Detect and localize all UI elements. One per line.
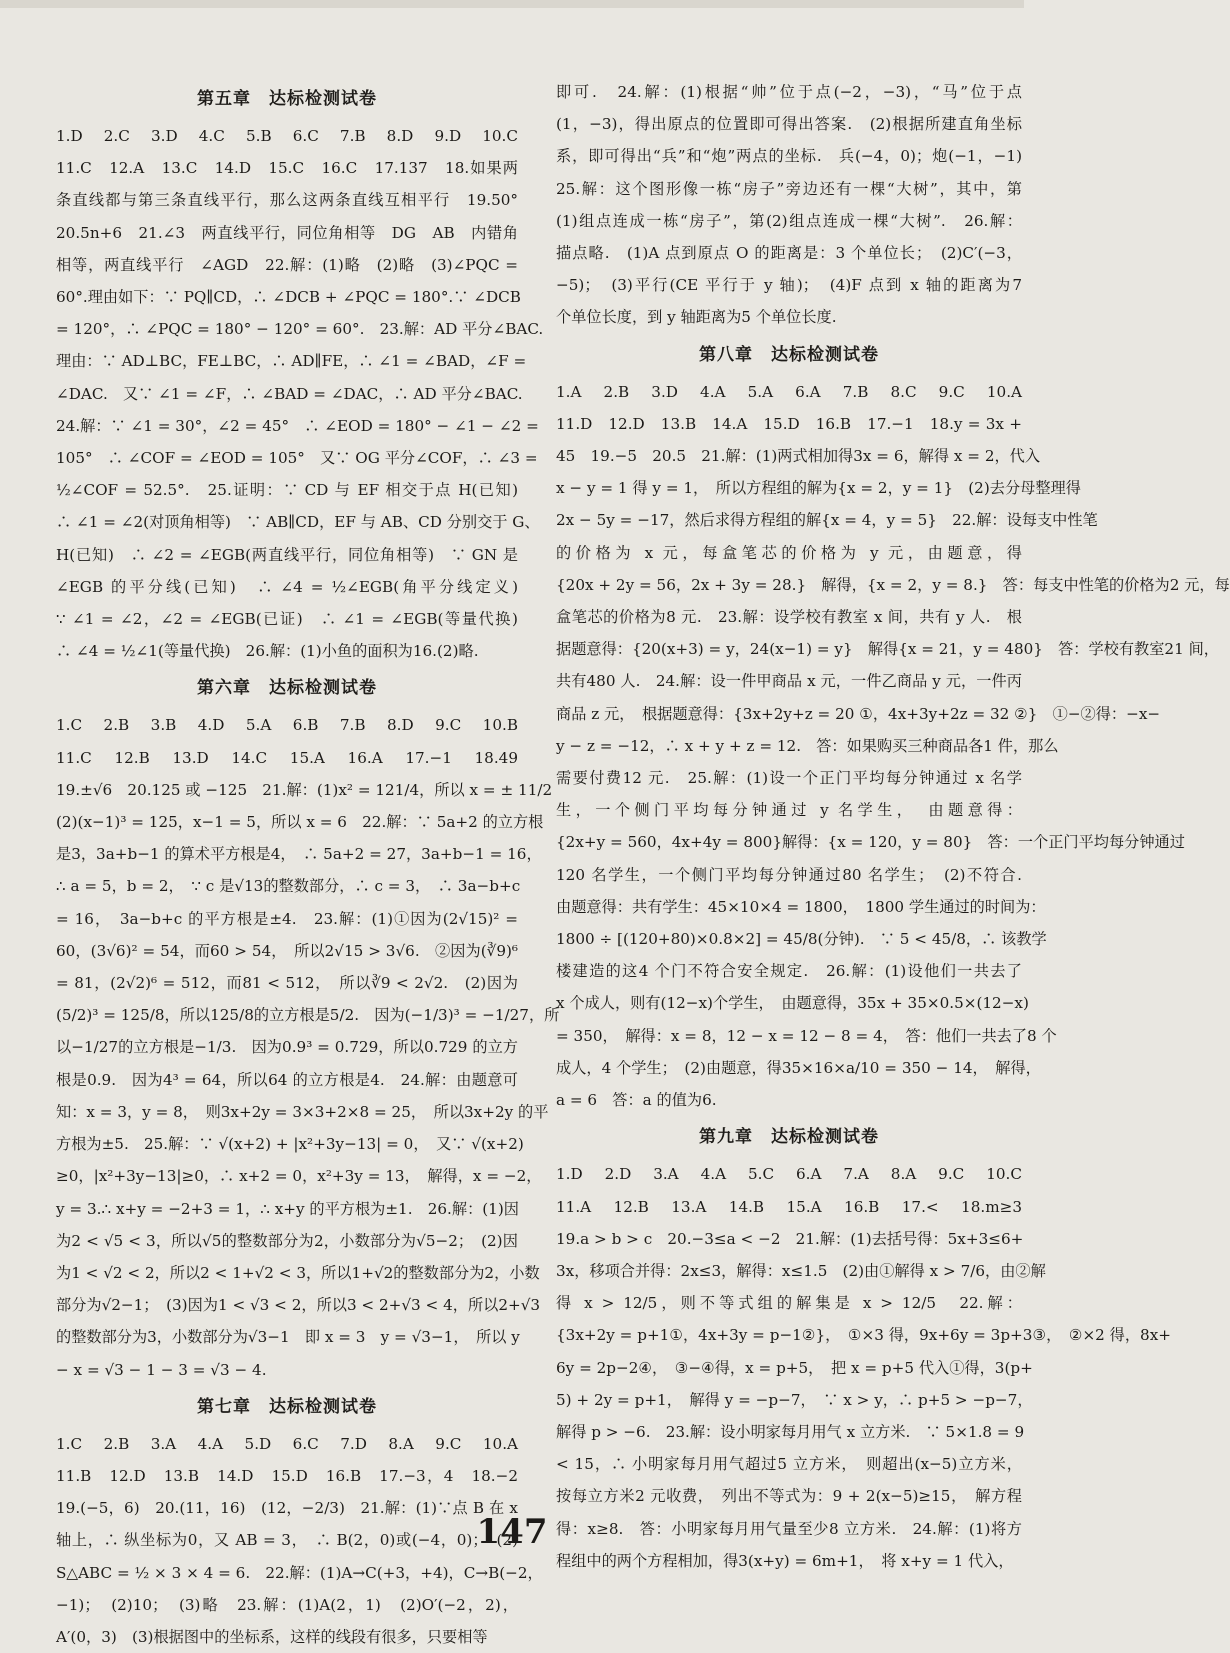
answer-line: 6y = 2p−2④， ③−④得，x = p+5， 把 x = p+5 代入①得，3(p+: [556, 1358, 1033, 1377]
answer-line: 需要付费12 元. 25.解：(1)设一个正门平均每分钟通过 x 名学: [556, 769, 1022, 788]
answer-line: (1，−3)，得出原点的位置即可得出答案. (2)根据所建直角坐标: [556, 115, 1022, 134]
answer-line: 由题意得：共有学生：45×10×4 = 1800， 1800 学生通过的时间为：: [556, 897, 1046, 916]
answer-line: 以−1/27的立方根是−1/3. 因为0.9³ = 0.729，所以0.729 的立方: [56, 1038, 518, 1057]
answer-line: 19.±√6 20.125 或 −125 21.解：(1)x² = 121/4，所以 x = ± 11/2: [56, 780, 553, 799]
answer-line: 解得 p > −6. 23.解：设小明家每月用气 x 立方米. ∵ 5×1.8 = 9: [556, 1422, 1025, 1441]
answer-line: = 350， 解得：x = 8，12 − x = 12 − 8 = 4， 答：他们一共去了8 个: [556, 1026, 1057, 1045]
answer-line: 120 名学生，一个侧门平均每分钟通过80 名学生； (2)不符合.: [556, 865, 1022, 884]
answer-line: < 15，∴ 小明家每月用气超过5 立方米， 则超出(x−5)立方米，: [556, 1455, 1022, 1474]
answer-line: a = 6 答：a 的值为6.: [556, 1091, 717, 1110]
answer-line: 为2 < √5 < 3，所以√5的整数部分为2，小数部分为√5−2； (2)因: [56, 1231, 518, 1250]
answer-line: 按每立方米2 元收费， 列出不等式为：9 + 2(x−5)≥15， 解方程: [556, 1487, 1022, 1506]
answer-line: 2x − 5y = −17，然后求得方程组的解{x = 4，y = 5} 22.解：设每支中性笔: [556, 511, 1098, 530]
answer-line: 描点略. (1)A 点到原点 O 的距离是：3 个单位长； (2)C′(−3，: [556, 244, 1022, 263]
left-column: [56, 78, 560, 1653]
answer-line: (2)(x−1)³ = 125，x−1 = 5，所以 x = 6 22.解：∵ 5a+2 的立方根: [56, 813, 544, 832]
chapter-heading: 第九章 达标检测试卷: [699, 1127, 879, 1148]
answer-line: 据题意得：{20(x+3) = y，24(x−1) = y} 解得{x = 21，y = 480} 答：学校有教室21 间，: [556, 640, 1219, 659]
answer-line: (1)组点连成一栋“房子”，第(2)组点连成一棵“大树”. 26.解：: [556, 211, 1022, 230]
answer-line: 1800 ÷ [(120+80)×0.8×2] = 45/8(分钟). ∵ 5 < 45/8，∴ 该教学: [556, 930, 1047, 949]
answer-line: 11.A 12.B 13.A 14.B 15.A 16.B 17.< 18.m≥3: [556, 1197, 1022, 1216]
answer-line: 相等，两直线平行 ∠AGD 22.解：(1)略 (2)略 (3)∠PQC =: [56, 255, 518, 274]
answer-line: 24.解：∵ ∠1 = 30°，∠2 = 45° ∴ ∠EOD = 180° − ∠1 − ∠2 =: [56, 416, 539, 435]
chapter-heading: 第五章 达标检测试卷: [197, 89, 377, 109]
answer-line: 20.5n+6 21.∠3 两直线平行，同位角相等 DG AB 内错角: [56, 223, 518, 242]
answer-line: 商品 z 元， 根据题意得：{3x+2y+z = 20 ①，4x+3y+2z = 32 ②} ①−②得：−x−: [556, 704, 1161, 723]
chapter-heading: 第六章 达标检测试卷: [197, 678, 377, 699]
answer-line: = 120°，∴ ∠PQC = 180° − 120° = 60°. 23.解：AD 平分∠BAC.: [56, 320, 544, 339]
answer-line: 即可. 24.解：(1)根据“帅”位于点(−2，−3)，“马”位于点: [556, 83, 1022, 101]
answer-line: 生，一个侧门平均每分钟通过 y 名学生， 由题意得：: [556, 801, 1022, 820]
answer-line: ∴ a = 5，b = 2， ∵ c 是√13的整数部分，∴ c = 3， ∴ 3a−b+c: [56, 877, 521, 896]
answer-line: ∴ ∠1 = ∠2(对顶角相等) ∵ AB∥CD，EF 与 AB、CD 分别交于 G、: [56, 513, 540, 532]
top-edge-shadow: [0, 0, 1024, 8]
answer-line: ∴ ∠4 = ½∠1(等量代换) 26.解：(1)小鱼的面积为16.(2)略.: [56, 642, 479, 661]
answer-line: −1)； (2)10； (3)略 23.解：(1)A(2，1) (2)O′(−2，2)，: [56, 1595, 518, 1614]
answer-line: 为1 < √2 < 2，所以2 < 1+√2 < 3，所以1+√2的整数部分为2，小数: [56, 1263, 540, 1282]
answer-line: 1.D 2.D 3.A 4.A 5.C 6.A 7.A 8.A 9.C 10.C: [556, 1165, 1022, 1184]
answer-line: 系，即可得出“兵”和“炮”两点的坐标. 兵(−4，0)；炮(−1，−1): [556, 147, 1022, 166]
answer-line: 1.A 2.B 3.D 4.A 5.A 6.A 7.B 8.C 9.C 10.A: [556, 382, 1022, 401]
chapter-heading: 第七章 达标检测试卷: [197, 1396, 377, 1417]
answer-line: x − y = 1 得 y = 1， 所以方程组的解为{x = 2，y = 1} (2)去分母整理得: [556, 479, 1081, 498]
answer-line: 共有480 人. 24.解：设一件甲商品 x 元，一件乙商品 y 元，一件丙: [556, 672, 1022, 691]
answer-line: ∠EGB 的平分线(已知) ∴ ∠4 = ½∠EGB(角平分线定义): [56, 577, 518, 596]
answer-line: ½∠COF = 52.5°. 25.证明：∵ CD 与 EF 相交于点 H(已知): [56, 481, 518, 500]
answer-line: = 16， 3a−b+c 的平方根是±4. 23.解：(1)①因为(2√15)² =: [56, 909, 518, 928]
answer-line: 11.D 12.D 13.B 14.A 15.D 16.B 17.−1 18.y = 3x +: [556, 414, 1022, 433]
answer-line: 得 x > 12/5，则不等式组的解集是 x > 12/5 22.解：: [556, 1294, 1022, 1313]
answer-line: 理由：∵ AD⊥BC，FE⊥BC，∴ AD∥FE，∴ ∠1 = ∠BAD，∠F =: [56, 352, 527, 371]
answer-line: 11.C 12.A 13.C 14.D 15.C 16.C 17.137 18.如果两: [56, 159, 518, 178]
answer-line: 45 19.−5 20.5 21.解：(1)两式相加得3x = 6，解得 x = 2，代入: [556, 447, 1041, 466]
answer-line: 楼建造的这4 个门不符合安全规定. 26.解：(1)设他们一共去了: [556, 962, 1022, 981]
answer-line: {2x+y = 560，4x+4y = 800}解得：{x = 120，y = 80} 答：一个正门平均每分钟通过: [556, 833, 1185, 852]
answer-line: 个单位长度，到 y 轴距离为5 个单位长度.: [556, 308, 837, 327]
answer-line: 方根为±5. 25.解：∵ √(x+2) + |x²+3y−13| = 0， 又∵ √(x+2): [56, 1135, 524, 1154]
answer-line: 轴上，∴ 纵坐标为0，又 AB = 3， ∴ B(2，0)或(−4，0)； (2): [56, 1531, 518, 1550]
answer-line: y − z = −12，∴ x + y + z = 12. 答：如果购买三种商品各1 件，那么: [556, 736, 1059, 755]
answer-line: 部分为√2−1； (3)因为1 < √3 < 2，所以3 < 2+√3 < 4，所以2+√3: [56, 1296, 541, 1315]
answer-line: − x = √3 − 1 − 3 = √3 − 4.: [56, 1360, 267, 1379]
answer-line: 19.(−5，6) 20.(11，16) (12，−2/3) 21.解：(1)∵点 B 在 x: [56, 1499, 518, 1518]
answer-line: 105° ∴ ∠COF = ∠EOD = 105° 又∵ OG 平分∠COF，∴ ∠3 =: [56, 449, 538, 468]
answer-line: 得：x≥8. 答：小明家每月用气量至少8 立方米. 24.解：(1)将方: [556, 1519, 1022, 1538]
right-column: [556, 76, 1230, 1577]
page-number: 147: [476, 1512, 548, 1552]
answer-line: {20x + 2y = 56，2x + 3y = 28.} 解得，{x = 2，y = 8.} 答：每支中性笔的价格为2 元，每: [556, 575, 1230, 594]
answer-line: x 个成人，则有(12−x)个学生， 由题意得，35x + 35×0.5×(12−x): [556, 994, 1029, 1013]
answer-line: 盒笔芯的价格为8 元. 23.解：设学校有教室 x 间，共有 y 人. 根: [556, 608, 1022, 627]
answer-line: 19.a > b > c 20.−3≤a < −2 21.解：(1)去括号得：5x+3≤6+: [556, 1229, 1024, 1248]
answer-line: A′(0，3) (3)根据图中的坐标系，这样的线段有很多，只要相等: [56, 1627, 488, 1646]
answer-line: 的整数部分为3，小数部分为√3−1 即 x = 3 y = √3−1， 所以 y: [56, 1328, 520, 1347]
answer-line: 1.C 2.B 3.A 4.A 5.D 6.C 7.D 8.A 9.C 10.A: [56, 1434, 518, 1453]
answer-line: 是3，3a+b−1 的算术平方根是4， ∴ 5a+2 = 27，3a+b−1 = 16，: [56, 845, 542, 864]
answer-line: (5/2)³ = 125/8，所以125/8的立方根是5/2. 因为(−1/3)³ = −1/27，所: [56, 1006, 560, 1025]
answer-line: {3x+2y = p+1①，4x+3y = p−1②}， ①×3 得，9x+6y = 3p+3③， ②×2 得，8x+: [556, 1326, 1171, 1345]
answer-line: ≥0，|x²+3y−13|≥0，∴ x+2 = 0，x²+3y = 13， 解得，x = −2，: [56, 1167, 542, 1186]
answer-line: ∵ ∠1 = ∠2，∠2 = ∠EGB(已证) ∴ ∠1 = ∠EGB(等量代换): [56, 610, 518, 629]
answer-line: 5) + 2y = p+1， 解得 y = −p−7， ∵ x > y，∴ p+5 > −p−7，: [556, 1390, 1033, 1409]
answer-line: 25.解：这个图形像一栋“房子”旁边还有一棵“大树”，其中，第: [556, 179, 1022, 198]
answer-line: 1.D 2.C 3.D 4.C 5.B 6.C 7.B 8.D 9.D 10.C: [56, 127, 518, 145]
answer-line: y = 3.∴ x+y = −2+3 = 1，∴ x+y 的平方根为±1. 26.解：(1)因: [56, 1199, 519, 1218]
answer-line: = 81，(2√2)⁶ = 512，而81 < 512， 所以∛9 < 2√2. (2)因为: [56, 974, 518, 993]
answer-line: 60°.理由如下：∵ PQ∥CD，∴ ∠DCB + ∠PQC = 180°.∵ ∠DCB: [56, 288, 521, 307]
answer-line: H(已知) ∴ ∠2 = ∠EGB(两直线平行，同位角相等) ∵ GN 是: [56, 545, 518, 564]
answer-line: 60，(3√6)² = 54，而60 > 54， 所以2√15 > 3√6. ②因为(∛9)⁶: [56, 941, 518, 960]
answer-line: 1.C 2.B 3.B 4.D 5.A 6.B 7.B 8.D 9.C 10.B: [56, 716, 518, 735]
answer-line: 成人，4 个学生； (2)由题意，得35×16×a/10 = 350 − 14， 解得，: [556, 1058, 1041, 1077]
answer-line: 条直线都与第三条直线平行，那么这两条直线互相平行 19.50°: [56, 191, 518, 210]
answer-line: 11.C 12.B 13.D 14.C 15.A 16.A 17.−1 18.49: [56, 748, 518, 767]
answer-line: 程组中的两个方程相加，得3(x+y) = 6m+1， 将 x+y = 1 代入，: [556, 1551, 1014, 1570]
answer-line: 根是0.9. 因为4³ = 64，所以64 的立方根是4. 24.解：由题意可: [56, 1070, 518, 1089]
answer-line: 的价格为 x 元，每盒笔芯的价格为 y 元，由题意，得: [556, 543, 1022, 562]
answer-line: −5)； (3)平行(CE 平行于 y 轴)； (4)F 点到 x 轴的距离为7: [556, 276, 1022, 295]
answer-line: 11.B 12.D 13.B 14.D 15.D 16.B 17.−3，4 18.−2: [56, 1466, 518, 1485]
answer-line: 3x，移项合并得：2x≤3，解得：x≤1.5 (2)由①解得 x > 7/6，由②解: [556, 1261, 1046, 1280]
answer-line: S△ABC = ½ × 3 × 4 = 6. 22.解：(1)A→C(+3，+4)，C→B(−2，: [56, 1563, 543, 1582]
chapter-heading: 第八章 达标检测试卷: [699, 344, 879, 365]
answer-line: ∠DAC. 又∵ ∠1 = ∠F，∴ ∠BAD = ∠DAC，∴ AD 平分∠BAC.: [56, 384, 523, 403]
answer-line: 知：x = 3，y = 8， 则3x+2y = 3×3+2×8 = 25， 所以3x+2y 的平: [56, 1102, 549, 1121]
